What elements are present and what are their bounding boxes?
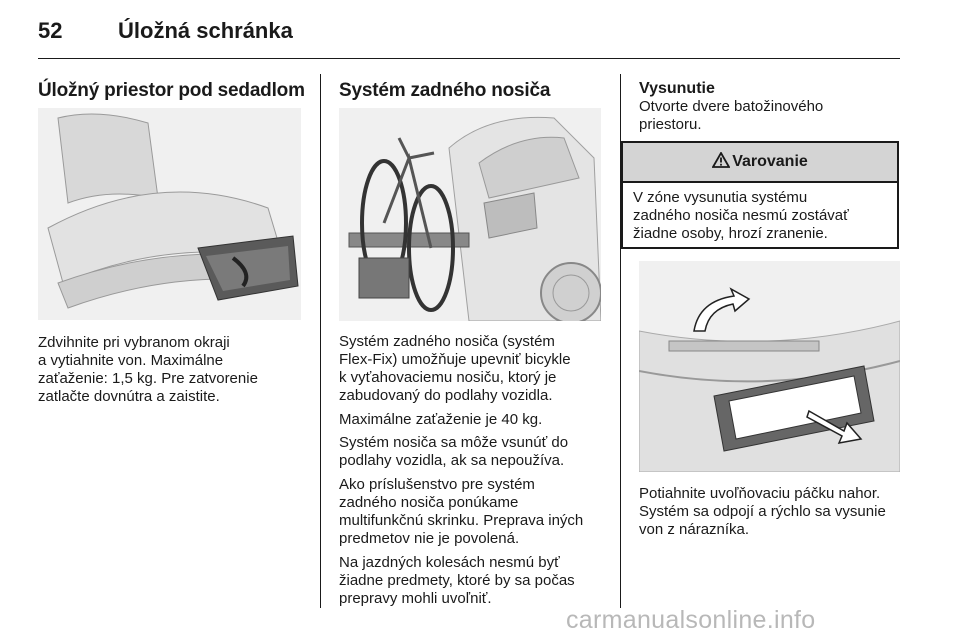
- page-header: [38, 14, 908, 44]
- bike-carrier-illustration: [339, 108, 601, 321]
- carrier-paragraph-4: Ako príslušenstvo pre systém zadného nosiča ponúkame multifunkčnú skrinku. Preprava iných predmetov nie je povolená.: [339, 476, 584, 547]
- column-divider-1: [320, 74, 321, 608]
- watermark: carmanualsonline.info: [566, 606, 816, 634]
- warning-triangle-icon: [712, 152, 730, 173]
- carrier-paragraph-2: Maximálne zaťaženie je 40 kg.: [339, 411, 543, 428]
- seat-storage-text: Zdvihnite pri vybranom okraji a vytiahnite von. Maximálne zaťaženie: 1,5 kg. Pre zatvorenie zatlačte dovnútra a zaistite.: [38, 334, 258, 405]
- extension-release-text: Potiahnite uvoľňovaciu páčku nahor. Systém sa odpojí a rýchlo sa vysunie von z nárazníka.: [639, 485, 886, 538]
- page-title: Úložná schránka: [118, 18, 293, 43]
- warning-header: [623, 143, 897, 183]
- warning-text: V zóne vysunutia systému zadného nosiča nesmú zostávať žiadne osoby, hrozí zranenie.: [633, 189, 849, 242]
- bumper-release-illustration: [639, 261, 900, 472]
- carrier-paragraph-5: Na jazdných kolesách nesmú byť žiadne predmety, ktoré by sa počas prepravy mohli uvoľniť.: [339, 554, 575, 607]
- carrier-paragraph-3: Systém nosiča sa môže vsunúť do podlahy vozidla, ak sa nepoužíva.: [339, 434, 569, 469]
- seat-storage-illustration: [38, 108, 301, 320]
- warning-box: [621, 141, 899, 249]
- section-heading-seat-storage: Úložný priestor pod sedadlom: [38, 80, 305, 101]
- carrier-paragraph-1: Systém zadného nosiča (systém Flex-Fix) umožňuje upevniť bicykle k vyťahovaciemu nosiču, ktorý je zabudovaný do podlahy vozidla.: [339, 333, 571, 404]
- page-number: 52: [38, 18, 63, 43]
- section-heading-extension: Vysunutie: [639, 80, 715, 97]
- extension-intro-text: Otvorte dvere batožinového priestoru.: [639, 98, 824, 133]
- header-rule: [38, 58, 900, 59]
- section-heading-rear-carrier: Systém zadného nosiča: [339, 80, 551, 101]
- warning-title: Varovanie: [732, 153, 808, 170]
